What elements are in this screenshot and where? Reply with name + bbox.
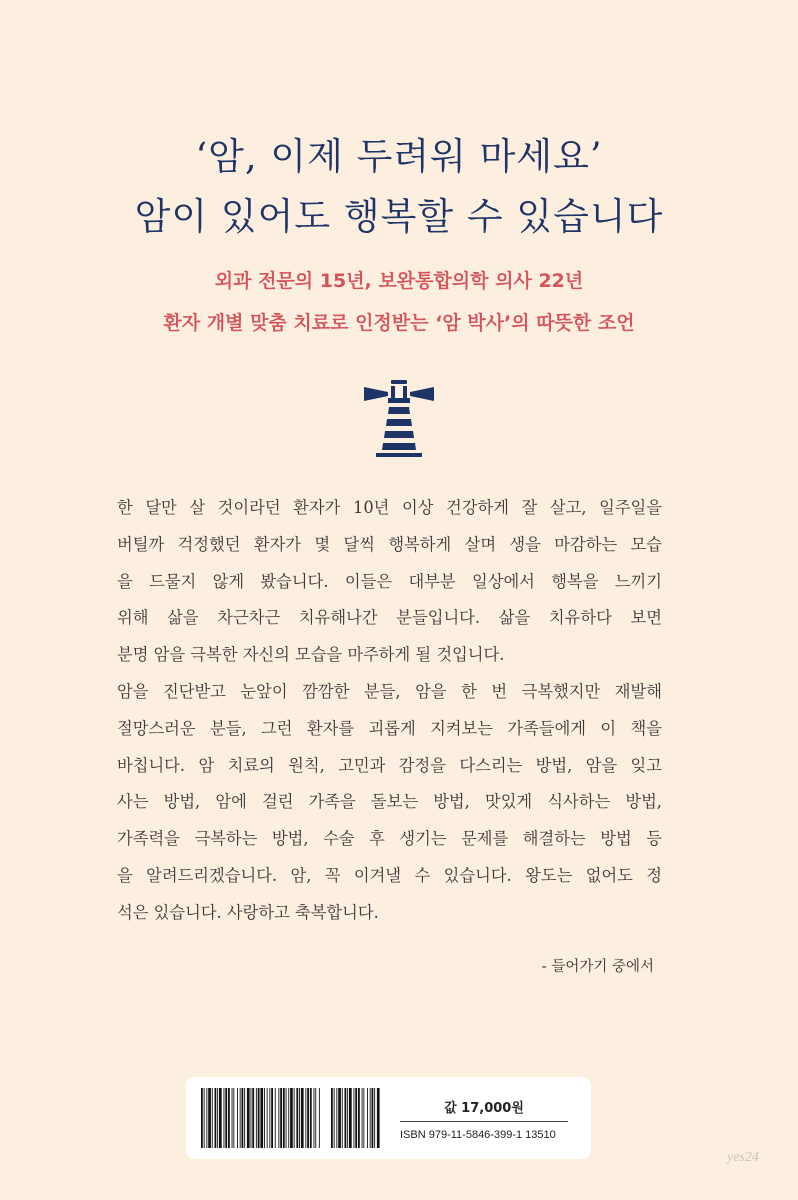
barcode-bar	[264, 1088, 265, 1148]
barcode-bar	[206, 1088, 207, 1148]
body-line: 을 알려드리겠습니다. 암, 꼭 이겨낼 수 있습니다. 왕도는 없어도 정	[117, 865, 662, 885]
price-label: 값 17,000원	[444, 1101, 524, 1116]
barcode-bar	[271, 1088, 273, 1148]
barcode-bar	[286, 1088, 287, 1148]
barcode-bar	[290, 1088, 293, 1148]
body-text	[117, 490, 662, 932]
body-line: 한 달만 살 것이라던 환자가 10년 이상 건강하게 잘 살고, 일주일을	[117, 498, 662, 517]
barcode-bar	[294, 1088, 295, 1148]
barcode-bar	[358, 1088, 360, 1148]
barcode-bar	[367, 1088, 368, 1148]
barcode-bar	[224, 1088, 225, 1148]
barcode-bar	[237, 1088, 238, 1148]
price-divider	[400, 1121, 568, 1122]
barcode-bar	[314, 1088, 315, 1148]
barcode-bar	[305, 1088, 306, 1148]
barcode-bar	[215, 1088, 217, 1148]
barcode-bar	[315, 1088, 316, 1148]
barcode-bar	[377, 1088, 380, 1148]
barcode-bar	[355, 1088, 357, 1148]
barcode-bar	[372, 1088, 374, 1148]
barcode-bar	[201, 1088, 203, 1148]
barcode-bar	[336, 1088, 337, 1148]
watermark-logo: yes24	[727, 1150, 759, 1165]
barcode-bar	[331, 1088, 333, 1148]
barcode-bar	[217, 1088, 218, 1148]
barcode-bar	[212, 1088, 213, 1148]
body-line: 가족력을 극복하는 방법, 수술 후 생기는 문제를 해결하는 방법 등	[117, 829, 662, 849]
barcode-bar	[362, 1088, 363, 1148]
barcode-bar	[240, 1088, 241, 1148]
barcode-bar	[349, 1088, 352, 1148]
body-line: 석은 있습니다. 사랑하고 축복합니다.	[117, 902, 379, 922]
isbn-label: ISBN 979-11-5846-399-1 13510	[400, 1129, 556, 1141]
barcode-bar	[307, 1088, 309, 1148]
body-line: 바칩니다. 암 치료의 원칙, 고민과 감정을 다스리는 방법, 암을 잊고	[117, 755, 662, 775]
barcode-bar	[244, 1088, 245, 1148]
barcode-bar	[247, 1088, 250, 1148]
barcode-bar	[242, 1088, 244, 1148]
barcode-bar	[233, 1088, 234, 1148]
source-attribution: - 들어가기 중에서	[541, 959, 654, 975]
lighthouse-icon	[362, 377, 436, 457]
barcode-bar	[208, 1088, 211, 1148]
body-line: 위해 삶을 차근차근 치유해나간 분들입니다. 삶을 치유하다 보면	[117, 608, 662, 628]
barcode-bar	[260, 1088, 263, 1148]
subheadline-line-1: 외과 전문의 15년, 보완통합의학 의사 22년	[214, 270, 584, 292]
barcode-bar	[204, 1088, 205, 1148]
barcode-bar	[269, 1088, 270, 1148]
barcode-bar	[347, 1088, 348, 1148]
barcode	[201, 1088, 381, 1148]
barcode-bar	[280, 1088, 282, 1148]
body-line: 버틸까 걱정했던 환자가 몇 달씩 행복하게 살며 생을 마감하는 모습	[117, 534, 662, 554]
price-box	[186, 1077, 591, 1159]
barcode-bar	[228, 1088, 230, 1148]
barcode-bar	[370, 1088, 371, 1148]
body-line: 사는 방법, 암에 걸린 가족을 돌보는 방법, 맛있게 식사하는 방법,	[117, 792, 662, 812]
barcode-bar	[363, 1088, 364, 1148]
barcode-bar	[288, 1088, 289, 1148]
barcode-bar	[252, 1088, 254, 1148]
barcode-bar	[258, 1088, 260, 1148]
barcode-bar	[354, 1088, 355, 1148]
barcode-bar	[342, 1088, 343, 1148]
barcode-bar	[256, 1088, 257, 1148]
barcode-bar	[275, 1088, 276, 1148]
subheadline-line-2: 환자 개별 맞춤 치료로 인정받는 ‘암 박사’의 따뜻한 조언	[163, 312, 635, 334]
barcode-bar	[251, 1088, 252, 1148]
barcode-bar	[334, 1088, 335, 1148]
barcode-bar	[319, 1088, 320, 1148]
body-line: 을 드물지 않게 봤습니다. 이들은 대부분 일상에서 행복을 느끼기	[117, 571, 662, 591]
barcode-bar	[310, 1088, 312, 1148]
barcode-bar	[232, 1088, 233, 1148]
barcode-bar	[283, 1088, 285, 1148]
barcode-bar	[345, 1088, 347, 1148]
barcode-bar	[374, 1088, 375, 1148]
barcode-bar	[296, 1088, 298, 1148]
body-line: 분명 암을 극복한 자신의 모습을 마주하게 될 것입니다.	[117, 645, 505, 665]
headline-line-2: 암이 있어도 행복할 수 있습니다	[134, 195, 664, 238]
body-line: 암을 진단받고 눈앞이 깜깜한 분들, 암을 한 번 극복했지만 재발해	[117, 681, 662, 701]
barcode-bar	[278, 1088, 279, 1148]
barcode-bar	[299, 1088, 300, 1148]
barcode-bar	[301, 1088, 304, 1148]
barcode-bar	[267, 1088, 268, 1148]
barcode-bar	[219, 1088, 222, 1148]
body-line: 절망스러운 분들, 그런 환자를 괴롭게 지켜보는 가족들에게 이 책을	[117, 718, 662, 738]
headline-line-1: ‘암, 이제 두려워 마세요’	[195, 135, 603, 178]
barcode-bar	[225, 1088, 227, 1148]
barcode-bar	[338, 1088, 341, 1148]
